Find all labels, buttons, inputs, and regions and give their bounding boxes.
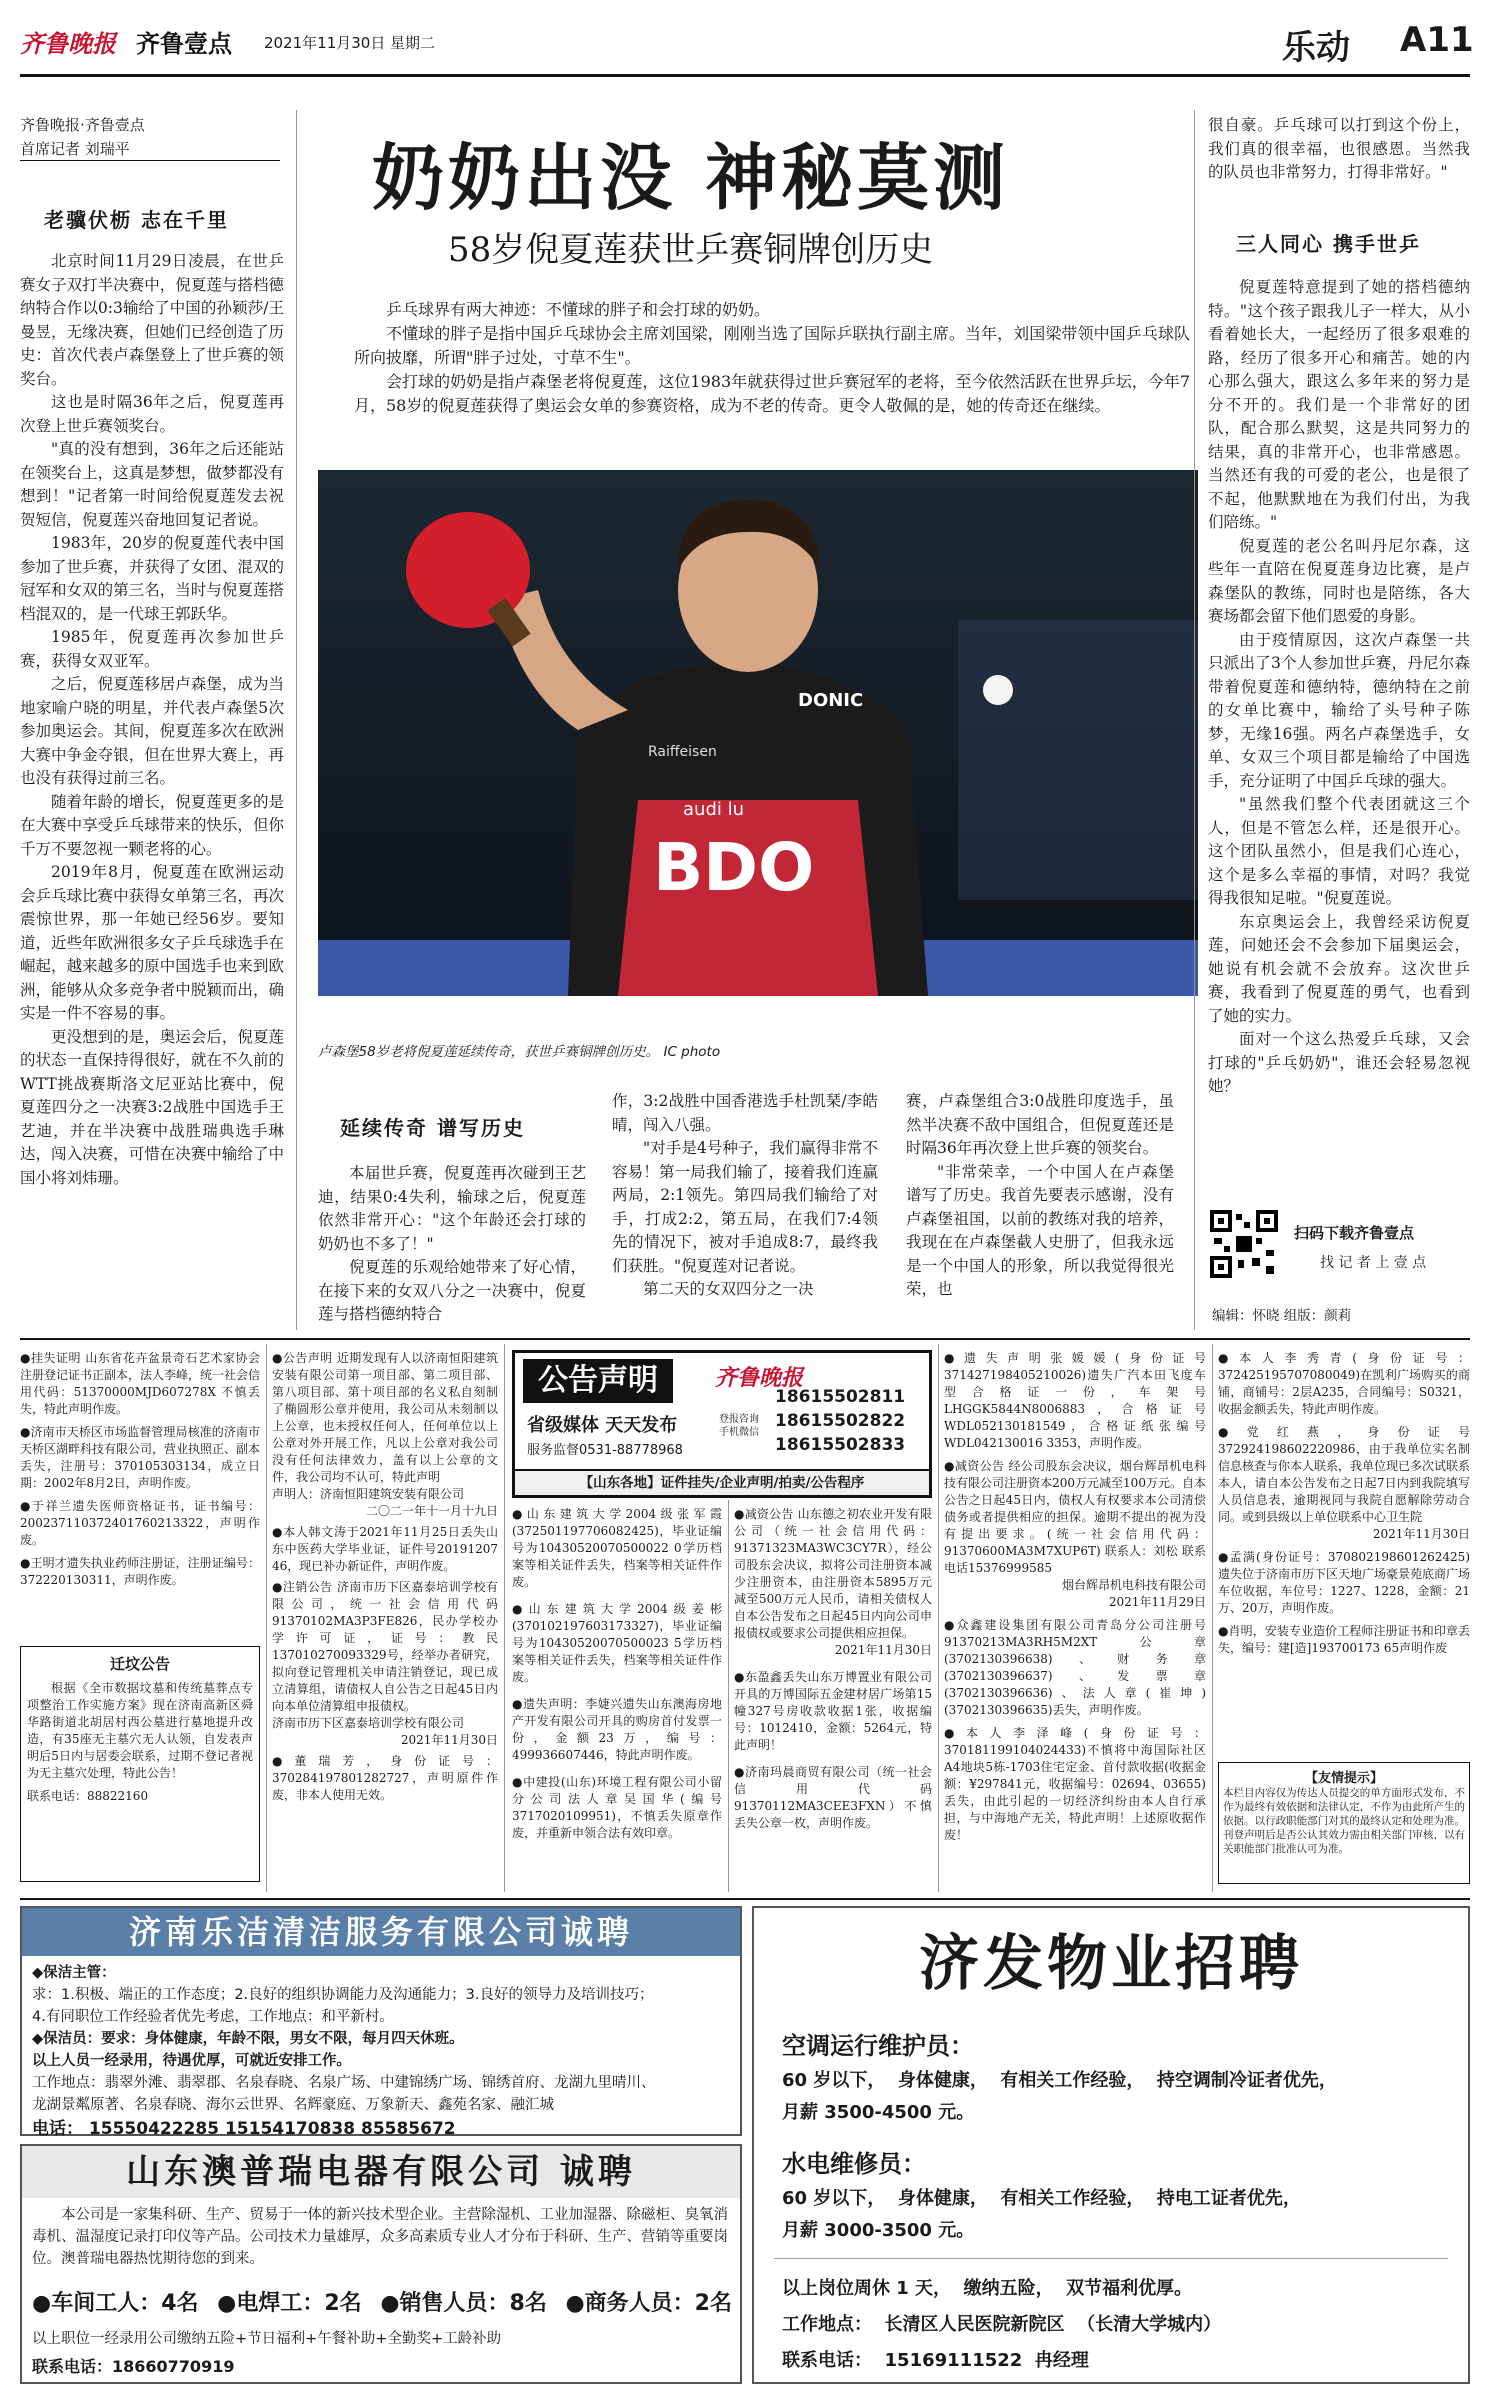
jersey-logo: DONIC bbox=[798, 690, 864, 711]
paragraph: 由于疫情原因，这次卢森堡一共只派出了3个人参加世乒赛，丹尼尔森带着倪夏莲和德纳特，德纳特在之前的女单比赛中，输给了头号种子陈梦，无缘16强。两名卢森堡选手，女单、女双三个项目都是输给了中国选手，充分证明了中国乒乓球的强大。 bbox=[1208, 630, 1470, 790]
paragraph: 倪夏莲的乐观给她带来了好心情，在接下来的女双八分之一决赛中，倪夏莲与搭档德纳特合 bbox=[318, 1258, 586, 1323]
notice-item: ●东盈鑫丢失山东万博置业有限公司开具的万博国际五金建材居广场第15幢327号房收款收据1张，收据编号：1012410，金额：5264元，特此声明！ bbox=[734, 1670, 932, 1752]
position-item: ●销售人员：8名 bbox=[380, 2291, 547, 2316]
paragraph: 倪夏莲的老公名叫丹尼尔森，这些年一直陪在倪夏莲身边比赛，是卢森堡队的教练，同时也是陪练，各大赛场都会留下他们恩爱的身影。 bbox=[1208, 536, 1470, 625]
byline-reporter: 首席记者 刘瑞平 bbox=[20, 140, 130, 158]
notice-item: 济南市历下区嘉泰培训学校有限公司 bbox=[272, 1716, 465, 1730]
notice-item: ●遗失声明：李婕兴遗失山东澳海房地产开发有限公司开具的购房首付发票一份，金额23万，编号：499936607446，特此声明作废。 bbox=[512, 1697, 722, 1762]
announcement-side: 登报咨询 手机微信 bbox=[719, 1414, 759, 1438]
paragraph: "真的没有想到，36年之后还能站在领奖台上，这真是梦想，做梦都没有想到！"记者第一时间给倪夏莲发去祝贺短信，倪夏莲兴奋地回复记者说。 bbox=[20, 440, 284, 529]
right-column bbox=[1208, 276, 1470, 1099]
notice-item: ●减资公告 经公司股东会决议，烟台辉昂机电科技有限公司注册资本200万元减至100万元。自本公告之日起45日内，债权人有权要求本公司清偿债务或者提供相应的担保。逾期不提出的视为没有提出要求。(统一社会信用代码：91370600MA3M7XUP6T) 联系人：刘松 联系电话15376999585 bbox=[944, 1459, 1206, 1575]
column-divider bbox=[938, 1344, 939, 1892]
notice-item: ●中建投(山东)环境工程有限公司小留分公司法人章吴国华(编号3717020109951)，不慎丢失原章作废，并重新申领合法有效印章。 bbox=[512, 1775, 722, 1840]
notices-top-rule bbox=[20, 1338, 1470, 1340]
job1-requirements: 60 岁以下， 身体健康， 有相关工作经验， 持空调制冷证者优先， bbox=[782, 2070, 1337, 2091]
notice-item: 2021年11月30日 bbox=[400, 1733, 498, 1747]
paragraph: "非常荣幸，一个中国人在卢森堡谱写了历史。我首先要表示感谢，没有卢森堡祖国，以前的教练对我的培养，我现在在卢森堡截人史册了，但我永远是一个中国人的形象，所以我觉得很光荣，也 bbox=[906, 1162, 1174, 1298]
jersey-main-sponsor: BDO bbox=[653, 829, 815, 906]
notice-item: ●注销公告 济南市历下区嘉泰培训学校有限公司，统一社会信用代码91370102MA3P3FE826，民办学校办学许可证，证号：教民137010270093329号，经举办者研究，拟向登记管理机关申请注销登记，现已成立清算组，请债权人自公告之日起45日内向本单位清算组申报债权。 bbox=[272, 1580, 498, 1713]
paragraph: 1983年，20岁的倪夏莲代表中国参加了世乒赛，并获得了女团、混双的冠军和女双的第三名，当时与倪夏莲搭档混双的，是一代球王郭跃华。 bbox=[20, 534, 284, 623]
column-divider bbox=[266, 1344, 267, 1892]
byline-outlet: 齐鲁晚报·齐鲁壹点 bbox=[20, 116, 145, 134]
middle-column-2 bbox=[612, 1090, 878, 1302]
notice-item: ●孟满(身份证号：370802198601262425)遗失位于济南市历下区天地广场豪景苑底商广场车位收据，车位号：1227、1228，金额：21万、20万，声明作废。 bbox=[1218, 1550, 1471, 1615]
recruit-line: ◆保洁主管： bbox=[32, 1965, 116, 1981]
notice-item: ●董瑞芳，身份证号：370284197801282727，声明原件作废，非本人使用无效。 bbox=[272, 1754, 498, 1802]
notice-item: ●山东建筑大学2004级张军霞(372501197706082425)，毕业证编号为10430520070500022 0学历档案等相关证件丢失，档案等相关证件作废。 bbox=[512, 1507, 722, 1589]
paragraph: 面对一个这么热爱乒乓球，又会打球的"乒乓奶奶"，谁还会轻易忽视她？ bbox=[1208, 1030, 1470, 1095]
paragraph: "对手是4号种子，我们赢得非常不容易！第一局我们输了，接着我们连赢两局，2:1领先。第四局我们输给了对手，打成2:2，第五局，在我们7:4领先的情况下，被对手追成8:7，最终我们获胜。"倪夏莲对记者说。 bbox=[612, 1139, 878, 1275]
reminder-body: 本栏目内容仅为传达人员提交的单方面形式发布，不作为最终有效依据和法律认定，不作为由此所产生的依据。以行政职能部门对其的最终认定和处理为准。刊登声明后是否公认其效力需由相关部门审核，以有关职能部门批准认可为准。 bbox=[1223, 1787, 1465, 1855]
notice-column-4 bbox=[734, 1506, 932, 1832]
notice-item: ●众鑫建设集团有限公司青岛分公司注册号91370213MA3RH5M2XT公章(3702130396638)、财务章(3702130396637)、发票章(3702130396636)、法人章(崔坤)(3702130396635)丢失，声明作废。 bbox=[944, 1618, 1206, 1717]
paragraph: 东京奥运会上，我曾经采访倪夏莲，问她还会不会参加下届奥运会，她说有机会就不会放弃。这次世乒赛，我看到了倪夏莲的勇气，也看到了她的实力。 bbox=[1208, 912, 1470, 1025]
column-divider bbox=[728, 1500, 729, 1892]
notice-item: ●王明才遗失执业药师注册证，注册证编号：372220130311，声明作废。 bbox=[20, 1556, 260, 1587]
right-column-top: 很自豪。乒乓球可以打到这个份上，我们真的很幸福，也很感恩。当然我的队员也非常努力，打得非常好。" bbox=[1208, 116, 1470, 181]
announcement-title: 公告声明 bbox=[523, 1359, 673, 1403]
notice-item: ●本人李秀青(身份证号：372425195707080049)在凯利广场购买的商铺，商铺号：2层A235，合同编号：S0321，收据金额丢失，特此声明作废。 bbox=[1218, 1351, 1470, 1416]
recruit-jifa-title: 济发物业招聘 bbox=[919, 1929, 1303, 1999]
section-head-middle: 延续传奇 谱写历史 bbox=[340, 1116, 525, 1140]
qianfen-body: 根据《全市数据坟墓和传统墓葬点专项整治工作实施方案》现在济南高新区舜华路街道北胡居村西公墓进行墓地提升改造，有35座无主墓穴无人认领，自发表声明后5日内与居委会联系，过期不登记者视为无主墓穴处理，特此公告！ bbox=[27, 1681, 253, 1780]
paragraph: "虽然我们整个代表团就这三个人，但是不管怎么样，还是很开心。这个团队虽然小，但是我们心连心，这个是多么幸福的事情，对吗？我觉得我很知足啦。"倪夏莲说。 bbox=[1208, 795, 1470, 907]
paragraph: 随着年龄的增长，倪夏莲更多的是在大赛中享受乒乓球带来的快乐，但你千万不要忽视一颗老将的心。 bbox=[20, 792, 284, 858]
lead-paragraph: 乒乓球界有两大神迹：不懂球的胖子和会打球的奶奶。 bbox=[386, 300, 771, 319]
notice-item: ●济南玛晨商贸有限公司（统一社会信用代码91370112MA3CEE3FXN）不慎丢失公章一枚，声明作废。 bbox=[734, 1765, 932, 1830]
paragraph: 1985年，倪夏莲再次参加世乒赛，获得女双亚军。 bbox=[20, 628, 284, 670]
paragraph: 更没想到的是，奥运会后，倪夏莲的状态一直保持得很好，就在不久前的WTT挑战赛斯洛文尼亚站比赛中，倪夏莲四分之一决赛3:2战胜中国选手王艺迪，并在半决赛中战胜瑞典选手琳达，闯入决赛，可惜在决赛中输给了中国小将刘炜珊。 bbox=[20, 1027, 284, 1187]
section-head-right: 三人同心 携手世乒 bbox=[1236, 232, 1421, 256]
main-photo bbox=[318, 470, 1198, 996]
qr-caption-1: 扫码下载齐鲁壹点 bbox=[1294, 1224, 1415, 1242]
paragraph: 倪夏莲特意提到了她的搭档德纳特。"这个孩子跟我儿子一样大，从小看着她长大，一起经历了很多艰难的路，经历了很多开心和痛苦。她的内心那么强大，跟这么多年来的努力是分不开的。我们是一个非常好的团队，配合那么默契，这是共同努力的结果，真的非常开心，也非常感恩。当然还有我的可爱的老公，也是很了不起，他默默地在为我们付出，为我们陪练。" bbox=[1208, 278, 1470, 531]
lead-paragraph: 不懂球的胖子是指中国乒乓球协会主席刘国梁，刚刚当选了国际乒联执行副主席。当年，刘国梁带领中国乒乓球队所向披靡，所谓"胖子过处，寸草不生"。 bbox=[354, 324, 1190, 367]
notice-column-3 bbox=[512, 1506, 722, 1842]
recruit-aopurui-intro: 本公司是一家集科研、生产、贸易于一体的新兴技术型企业。主营除湿机、工业加湿器、除磁柜、臭氧消毒机、温湿度记录打印仪等产品。公司技术力量雄厚，众多高素质专业人才分布于科研、生产、营销等重要岗位。澳普瑞电器热忱期待您的到来。 bbox=[32, 2207, 728, 2267]
middle-column-1 bbox=[318, 1162, 586, 1327]
announcement-brand: 齐鲁晚报 bbox=[715, 1365, 804, 1391]
recruit-lejie-body bbox=[32, 1962, 732, 2140]
announcement-slogan-2: 服务监督0531-88778968 bbox=[527, 1443, 683, 1458]
qr-caption-2: 找 记 者 上 壹 点 bbox=[1320, 1255, 1427, 1271]
jersey-brand: audi lu bbox=[683, 799, 744, 820]
phone-number[interactable]: 18615502833 bbox=[775, 1435, 906, 1455]
section-name: 乐动 bbox=[1282, 28, 1350, 68]
brand-qilu-evening: 齐鲁晚报 bbox=[20, 29, 116, 58]
notice-item: ●于祥兰遗失医师资格证书，证书编号：200237110372401760213322，声明作废。 bbox=[20, 1499, 260, 1547]
qianfen-title: 迁坟公告 bbox=[109, 1655, 170, 1673]
notice-item: 2021年11月30日 bbox=[1372, 1527, 1470, 1541]
notice-item: ●山东建筑大学2004级姜彬(370102197603173327)，毕业证编号为10430520070500023 5学历档案等相关证件丢失，档案等相关证件作废。 bbox=[512, 1602, 722, 1684]
masthead bbox=[20, 18, 1474, 68]
notice-item: ●减资公告 山东德之初农业开发有限公司（统一社会信用代码：91371323MA3WC3CY7R），经公司股东会决议，拟将公司注册资本减少注册资本，由注册资本5895万元减至500万元人民币，请相关债权人自本公告发布之日起45日内向公司申报债权或要求公司提供相应担保。 bbox=[734, 1507, 932, 1640]
notice-item: 声明人：济南恒阳建筑安装有限公司 bbox=[272, 1487, 465, 1501]
recruit-line: 龙湖景粼原著、名泉春晓、海尔云世界、名辉豪庭、万象新天、鑫苑名家、融汇城 bbox=[32, 2097, 554, 2113]
headline: 奶奶出没 神秘莫测 bbox=[372, 135, 1010, 220]
recruit-phone-label: 电话： bbox=[32, 2119, 83, 2139]
position-item: ●车间工人：4名 bbox=[32, 2291, 199, 2316]
announcement-phones bbox=[775, 1361, 905, 1457]
announcement-slogan-1: 省级媒体 天天发布 bbox=[527, 1415, 678, 1436]
recruit-lejie-title: 济南乐洁清洁服务有限公司诚聘 bbox=[22, 1908, 740, 1956]
recruit-line: 工作地点：翡翠外滩、翡翠郡、名泉春晓、名泉广场、中建锦绣广场、锦绣首府、龙湖九里晴川、 bbox=[32, 2075, 656, 2091]
notice-item: ●本人韩文涛于2021年11月25日丢失山东中医药大学毕业证，证件号20191207 46，现已补办新证件，声明作废。 bbox=[272, 1525, 498, 1573]
recruit-aopurui-positions bbox=[32, 2286, 732, 2317]
notice-item: ●挂失证明 山东省花卉盆景奇石艺术家协会注册登记证书正副本，法人李峰，统一社会信用代码：51370000MJD607278X 不慎丢失，特此声明作废。 bbox=[20, 1351, 261, 1416]
column-divider bbox=[504, 1344, 505, 1892]
phone-number[interactable]: 18615502822 bbox=[775, 1411, 906, 1431]
reminder-box bbox=[1218, 1762, 1470, 1884]
notice-column-6 bbox=[1218, 1350, 1470, 1657]
subheadline: 58岁倪夏莲获世乒赛铜牌创历史 bbox=[448, 230, 934, 270]
paragraph: 2019年8月，倪夏莲在欧洲运动会乒乓球比赛中获得女单第三名，再次震惊世界，那一年她已经56岁。要知道，近些年欧洲很多女子乒乓球选手在崛起，越来越多的原中国选手也来到欧洲，能够从众多竞争者中脱颖而出，确实是一件不容易的事。 bbox=[20, 863, 284, 1022]
paragraph: 赛，卢森堡组合3:0战胜印度选手，虽然半决赛不敌中国组合，但倪夏莲还是时隔36年再次登上世乒赛的领奖台。 bbox=[906, 1092, 1174, 1157]
notice-item: 2021年11月29日 bbox=[1108, 1595, 1206, 1609]
notice-column-2 bbox=[272, 1350, 498, 1804]
page-number: A11 bbox=[1400, 20, 1474, 60]
notice-item: 二〇二一年十一月十九日 bbox=[365, 1504, 498, 1518]
jersey-sponsor-top: Raiffeisen bbox=[648, 744, 717, 760]
notice-item: ●本人李泽峰(身份证号：370181199104024433)不慎将中海国际社区A4地块5栋-1703住宅定金、首付款收据(收据金额：¥297841元，收据编号：02694、03655)丢失，由此引起的一切经济纠纷由本人自行承担，与中海地产无关，特此声明！上述原收据作废！ bbox=[944, 1726, 1206, 1842]
paragraph: 第二天的女双四分之一决 bbox=[643, 1280, 814, 1298]
job1-title: 空调运行维护员： bbox=[782, 2032, 974, 2060]
column-divider bbox=[1194, 110, 1195, 1330]
qianfen-notice-box bbox=[20, 1646, 260, 1882]
recruit-line: ◆保洁员：要求：身体健康，年龄不限，男女不限，每月四天休班。 bbox=[32, 2031, 464, 2047]
phone-number[interactable]: 18615502811 bbox=[775, 1387, 906, 1407]
recruit-ad-lejie bbox=[20, 1906, 742, 2139]
paragraph: 本届世乒赛，倪夏莲再次碰到王艺迪，结果0:4失利，输球之后，倪夏莲依然非常开心："这个年龄还会打球的奶奶也不多了！" bbox=[318, 1164, 586, 1253]
notice-column-5 bbox=[944, 1350, 1206, 1844]
qr-code-icon[interactable] bbox=[1210, 1210, 1278, 1278]
brand-qilu-yidian: 齐鲁壹点 bbox=[136, 30, 232, 58]
qianfen-contact: 联系电话：88822160 bbox=[27, 1789, 149, 1803]
job2-salary: 月薪 3000-3500 元。 bbox=[782, 2220, 975, 2241]
recruit-aopurui-title: 山东澳普瑞电器有限公司 诚聘 bbox=[22, 2146, 740, 2198]
paragraph: 北京时间11月29日凌晨，在世乒赛女子双打半决赛中，倪夏莲与搭档德纳特合作以0:3输给了中国的孙颖莎/王曼昱，无缘决赛，但她们已经创造了历史：首次代表卢森堡登上了世乒赛的领奖台。 bbox=[20, 252, 284, 388]
issue-weekday: 星期二 bbox=[390, 34, 436, 52]
recruit-jifa-benefits: 以上岗位周休 1 天， 缴纳五险， 双节福利优厚。 bbox=[782, 2278, 1193, 2299]
byline-rule bbox=[20, 160, 280, 161]
section-head-left: 老骥伏枥 志在千里 bbox=[44, 208, 229, 232]
reminder-title: 【友情提示】 bbox=[1304, 1771, 1383, 1786]
middle-column-3 bbox=[906, 1090, 1174, 1302]
job2-title: 水电维修员： bbox=[782, 2150, 926, 2178]
recruit-jifa-divider bbox=[774, 2258, 1448, 2259]
photo-caption: 卢森堡58岁老将倪夏莲延续传奇，获世乒赛铜牌创历史。 IC photo bbox=[318, 1044, 721, 1060]
recruit-aopurui-benefits: 以上职位一经录用公司缴纳五险+节日福利+午餐补助+全勤奖+工龄补助 bbox=[32, 2331, 502, 2347]
notice-item: ●遗失声明张媛媛(身份证号371427198405210026)遗失广汽本田飞度车型合格证一份，车架号LHGGK5844N8006883，合格证号WDL052130181549，合格证纸张编号WDL042130016 3353，声明作废。 bbox=[944, 1351, 1206, 1450]
notice-item: ●党红燕，身份证号372924198602220986，由于我单位实名制信息核查与你本人联系，我单位现已多次试联系本人，请自本公告发布之日起7日内到我院填写人员信息表，逾期视同与我院自愿解除劳动合同。或到县级以上单位联系中心卫生院 bbox=[1218, 1425, 1471, 1524]
announcement-footer: 【山东各地】证件挂失/企业声明/拍卖/公告程序 bbox=[515, 1469, 929, 1495]
notice-column-1 bbox=[20, 1350, 260, 1589]
paragraph: 这也是时隔36年之后，倪夏莲再次登上世乒赛领奖台。 bbox=[20, 393, 284, 435]
lead-block bbox=[354, 298, 1190, 418]
header-rule bbox=[20, 74, 1470, 77]
column-divider bbox=[1212, 1344, 1213, 1892]
recruit-jifa-location: 工作地点： 长清区人民医院新院区 （长清大学城内） bbox=[782, 2314, 1222, 2335]
left-column bbox=[20, 250, 284, 1190]
position-item: ●商务人员：2名 bbox=[565, 2291, 732, 2316]
job1-salary: 月薪 3500-4500 元。 bbox=[782, 2102, 975, 2123]
recruit-top-rule bbox=[20, 1898, 1470, 1900]
recruit-ad-jifa bbox=[752, 1906, 1470, 2384]
position-item: ●电焊工：2名 bbox=[217, 2291, 362, 2316]
paragraph: 作，3:2战胜中国香港选手杜凯琹/李皓晴，闯入八强。 bbox=[612, 1092, 878, 1134]
announcement-service-box bbox=[512, 1350, 932, 1498]
recruit-phones[interactable]: 15550422285 15154170838 85585672 bbox=[88, 2119, 456, 2139]
lead-paragraph: 会打球的奶奶是指卢森堡老将倪夏莲，这位1983年就获得过世乒赛冠军的老将，至今依然活跃在世界乒坛，今年7月，58岁的倪夏莲获得了奥运会女单的参赛资格，成为不老的传奇。更令人敬佩的是，她的传奇还在继续。 bbox=[354, 372, 1190, 415]
column-divider bbox=[296, 110, 297, 1330]
editor-credit: 编辑：怀晓 组版：颜莉 bbox=[1212, 1308, 1352, 1324]
issue-date: 2021年11月30日 bbox=[264, 34, 386, 52]
job2-requirements: 60 岁以下， 身体健康， 有相关工作经验， 持电工证者优先， bbox=[782, 2188, 1301, 2209]
recruit-line: 求：1.积极、端正的工作态度；2.良好的组织协调能力及沟通能力；3.良好的领导力及培训技巧； bbox=[32, 1987, 654, 2003]
notice-item: ●公告声明 近期发现有人以济南恒阳建筑安装有限公司第一项目部、第二项目部、第八项目部、第十项目部的名义私自刻制了椭圆形公章并使用，我公司从未刻制以上公章，也未授权任何人，任何单位以上公章对外开展工作，凡以上公章对我公司没有任何法律效力，盖有以上公章的文件，我公司均不认可，特此声明 bbox=[272, 1351, 498, 1484]
player-photo-illustration bbox=[318, 470, 1198, 996]
recruit-jifa-contact[interactable]: 联系电话： 15169111522 冉经理 bbox=[782, 2350, 1089, 2371]
recruit-aopurui-contact[interactable]: 联系电话：18660770919 bbox=[32, 2357, 235, 2376]
notice-item: 2021年11月30日 bbox=[834, 1643, 932, 1657]
notice-item: ●济南市天桥区市场监督管理局核准的济南市天桥区湖畔科技有限公司，营业执照正、副本丢失，注册号：370105303134，成立日期：2002年8月2日，声明作废。 bbox=[20, 1425, 261, 1490]
paragraph: 之后，倪夏莲移居卢森堡，成为当地家喻户晓的明星，并代表卢森堡5次参加奥运会。其间，倪夏莲多次在欧洲大赛中争金夺银，但在世界大赛上，再也没有获得过前三名。 bbox=[20, 675, 284, 787]
recruit-line: 4.有同职位工作经验者优先考虑，工作地点：和平新村。 bbox=[32, 2009, 394, 2025]
recruit-ad-aopurui bbox=[20, 2144, 742, 2384]
recruit-line: 以上人员一经录用，待遇优厚，可就近安排工作。 bbox=[32, 2053, 351, 2069]
notice-item: 烟台辉昂机电科技有限公司 bbox=[1061, 1578, 1206, 1592]
notice-item: ●肖明，安装专业造价工程师注册证书和印章丢失，编号：建[造]193700173 65声明作废 bbox=[1218, 1624, 1470, 1655]
